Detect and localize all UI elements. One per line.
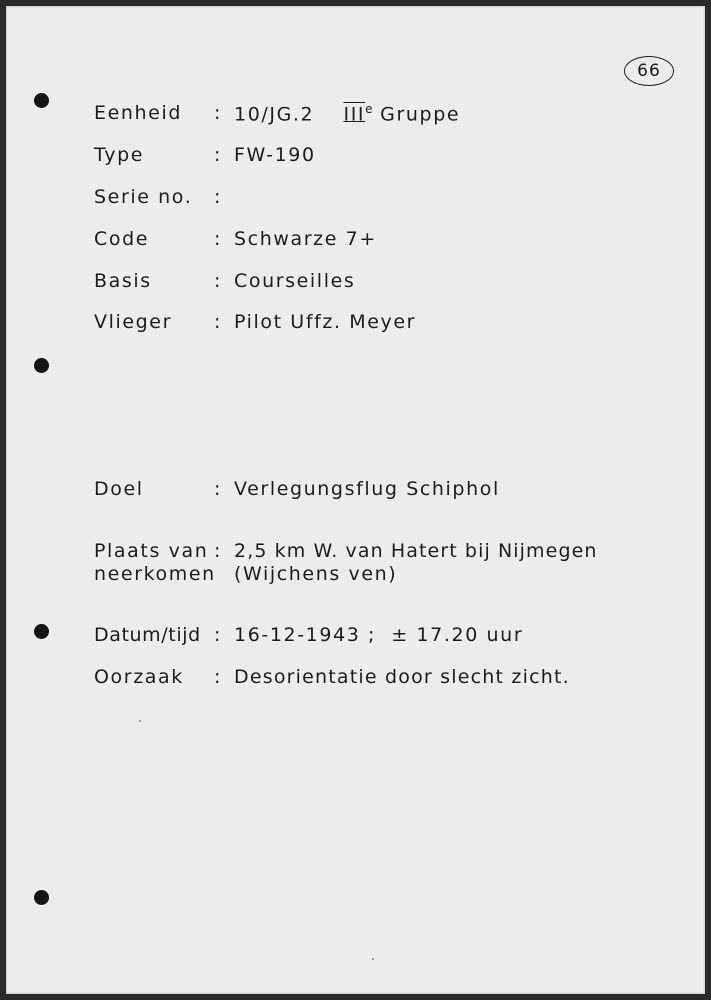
page-number: 66 bbox=[624, 56, 674, 86]
punch-hole bbox=[34, 624, 49, 639]
plaats-colon: : bbox=[214, 540, 223, 562]
serie-label: Serie no. bbox=[94, 186, 193, 208]
serie-colon: : bbox=[214, 186, 223, 208]
type-colon: : bbox=[214, 144, 223, 166]
eenheid-gruppe-word: Gruppe bbox=[380, 103, 461, 126]
datum-colon: : bbox=[214, 624, 223, 646]
eenheid-unit: 10/JG.2 bbox=[234, 103, 315, 126]
paper-speck bbox=[372, 958, 374, 960]
eenheid-gruppe-roman: III bbox=[343, 103, 366, 126]
doel-value: Verlegungsflug Schiphol bbox=[234, 478, 500, 500]
datum-label: Datum/tijd bbox=[94, 624, 201, 646]
doel-colon: : bbox=[214, 478, 223, 500]
basis-label: Basis bbox=[94, 270, 152, 292]
vlieger-colon: : bbox=[214, 311, 223, 333]
datum-value: 16-12-1943 ; ± 17.20 uur bbox=[234, 624, 524, 646]
code-label: Code bbox=[94, 228, 150, 250]
type-label: Type bbox=[94, 144, 145, 166]
oorzaak-label: Oorzaak bbox=[94, 666, 184, 688]
code-colon: : bbox=[214, 228, 223, 250]
plaats-label-line2: neerkomen bbox=[94, 563, 216, 585]
doel-label: Doel bbox=[94, 478, 144, 500]
eenheid-colon: : bbox=[214, 102, 223, 124]
eenheid-gruppe-sup: e bbox=[365, 102, 373, 116]
eenheid-value bbox=[234, 102, 460, 125]
vlieger-value: Pilot Uffz. Meyer bbox=[234, 311, 417, 333]
plaats-label-line1: Plaats van bbox=[94, 540, 209, 562]
vlieger-label: Vlieger bbox=[94, 311, 173, 333]
punch-hole bbox=[34, 93, 49, 108]
type-value: FW-190 bbox=[234, 144, 316, 166]
basis-colon: : bbox=[214, 270, 223, 292]
punch-hole bbox=[34, 358, 49, 373]
code-value: Schwarze 7+ bbox=[234, 228, 377, 250]
oorzaak-value: Desorientatie door slecht zicht. bbox=[234, 666, 570, 688]
plaats-value-line2: (Wijchens ven) bbox=[234, 563, 398, 585]
plaats-value-line1: 2,5 km W. van Hatert bij Nijmegen bbox=[234, 540, 598, 562]
paper-speck bbox=[139, 720, 141, 722]
eenheid-label: Eenheid bbox=[94, 102, 183, 124]
basis-value: Courseilles bbox=[234, 270, 356, 292]
oorzaak-colon: : bbox=[214, 666, 223, 688]
punch-hole bbox=[34, 890, 49, 905]
